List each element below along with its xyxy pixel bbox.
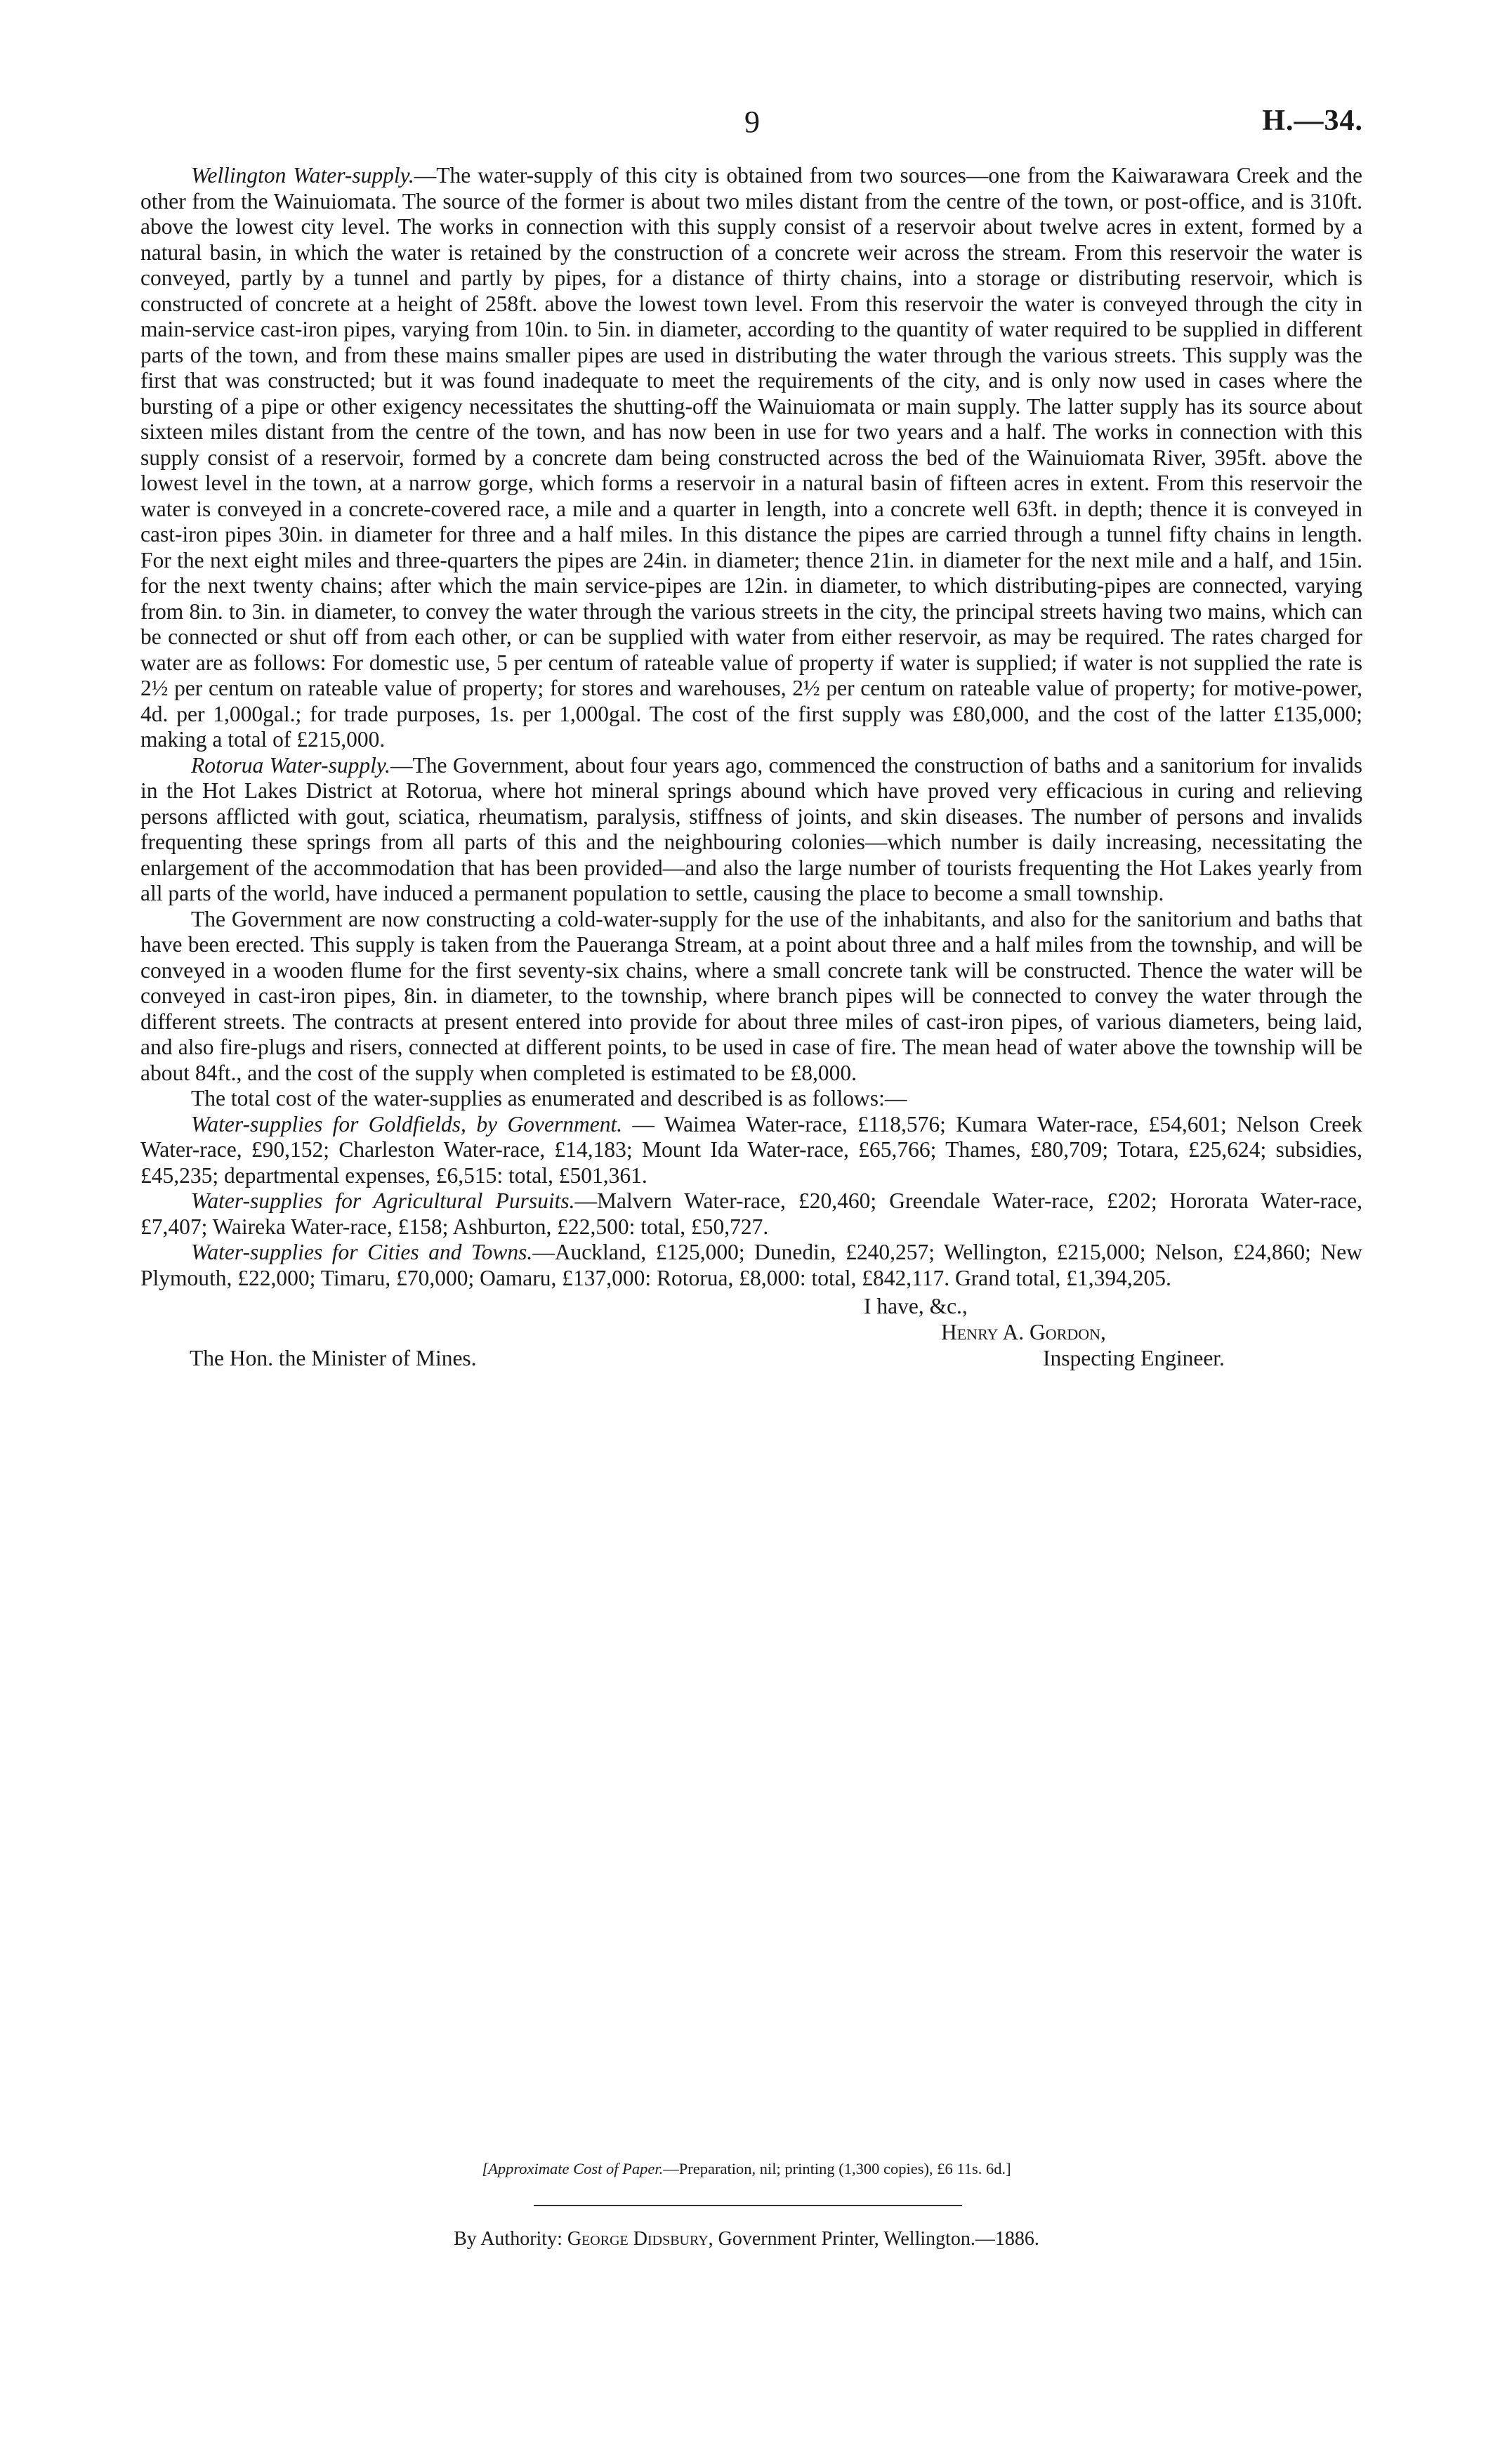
paragraph-rotorua [140,753,1362,907]
paragraph-text: — Waimea Water-race, £118,576; Kumara Water-race, £54,601; Nelson Creek Water-race, £90,152; Charleston Water-race, £14,183; Mount Ida Water-race, £65,766; Thames, £80,709; Totara, £25,624; subsidies, £45,235; departmental expenses, £6,515: total, £501,361. [140,1111,1362,1188]
footer-divider [534,2205,962,2206]
paragraph-cities-towns [140,1240,1362,1291]
printer-imprint [0,2228,1493,2250]
signature-block [140,1294,1362,1399]
paragraph-text: —The water-supply of this city is obtained from two sources—one from the Kaiwarawara Creek and the other from the Wainuiomata. The source of the former is about two miles distant from the centre of the town, or post-office, and is 310ft. above the lowest city level. The works in connection with this supply consist of a reservoir about twelve acres in extent, formed by a natural basin, in which the water is retained by the construction of a concrete weir across the stream. From this reservoir the water is conveyed, partly by a tunnel and partly by pipes, for a distance of thirty chains, into a storage or distributing reservoir, which is constructed of concrete at a height of 258ft. above the lowest town level. From this reservoir the water is conveyed through the city in main-service cast-iron pipes, varying from 10in. to 5in. in diameter, according to the quantity of water required to be supplied in different parts of the town, and from these mains smaller pipes are used in distributing the water through the various streets. This supply was the first that was constructed; but it was found inadequate to meet the requirements of the city, and is only now used in cases where the bursting of a pipe or other exigency necessitates the shutting-off the Wainuiomata or main supply. The latter supply has its source about sixteen miles distant from the centre of the town, and has now been in use for two years and a half. The works in connection with this supply consist of a reservoir, formed by a concrete dam being constructed across the bed of the Wainuiomata River, 395ft. above the lowest level in the town, at a narrow gorge, which forms a reservoir in a natural basin of fifteen acres in extent. From this reservoir the water is conveyed in a concrete-covered race, a mile and a quarter in length, into a concrete well 63ft. in depth; thence it is conveyed in cast-iron pipes 30in. in diameter for three and a half miles. In this distance the pipes are carried through a tunnel fifty chains in length. For the next eight miles and three-quarters the pipes are 24in. in diameter; thence 21in. in diameter for the next mile and a half, and 15in. for the next twenty chains; after which the main service-pipes are 12in. in diameter, to which distributing-pipes are connected, varying from 8in. to 3in. in diameter, to convey the water through the various streets in the city, the principal streets having two mains, which can be connected or shut off from each other, or can be supplied with water from either reservoir, as may be required. The rates charged for water are as follows: For domestic use, 5 per centum of rateable value of property if water is supplied; if water is not supplied the rate is 2½ per centum on rateable value of property; for stores and warehouses, 2½ per centum on rateable value of property; for motive-power, 4d. per 1,000gal.; for trade purposes, 1s. per 1,000gal. The cost of the first supply was £80,000, and the cost of the latter £135,000; making a total of £215,000. [140,163,1362,752]
paragraph-heading: Wellington Water-supply. [191,163,414,188]
paragraph-text: —The Government, about four years ago, commenced the construction of baths and a sanitorium for invalids in the Hot Lakes District at Rotorua, where hot mineral springs abound which have proved very efficacious in curing and relieving persons afflicted with gout, sciatica, rheumatism, paralysis, stiffness of joints, and skin diseases. The number of persons and invalids frequenting these springs from all parts of this and the neighbouring colonies—which number is daily increasing, necessitating the enlargement of the accommodation that has been provided—and also the large number of tourists frequenting the Hot Lakes yearly from all parts of the world, have induced a permanent population to settle, causing the place to become a small township. [140,752,1362,905]
closing-line: I have, &c., [864,1294,968,1318]
paragraph-heading: Water-supplies for Goldfields, by Government. [191,1111,623,1136]
paragraph-goldfields [140,1112,1362,1189]
paper-cost-note [0,2160,1493,2178]
paragraph-text: —Auckland, £125,000; Dunedin, £240,257; Wellington, £215,000; Nelson, £24,860; New Plymouth, £22,000; Timaru, £70,000; Oamaru, £137,000: Rotorua, £8,000: total, £842,117. Grand total, £1,394,205. [140,1240,1362,1290]
paragraph-total-cost: The total cost of the water-supplies as enumerated and described is as follows:— [191,1086,907,1110]
cost-note-label: [Approximate Cost of Paper. [482,2160,664,2177]
paragraph-heading: Water-supplies for Agricultural Pursuits. [191,1188,575,1213]
page-number: 9 [744,105,760,139]
imprint-prefix: By Authority: [454,2228,567,2250]
printer-name: George Didsbury [567,2228,709,2250]
addressee: The Hon. the Minister of Mines. [190,1346,477,1370]
imprint-suffix: , Government Printer, Wellington.—1886. [708,2228,1039,2250]
paragraph-wellington [140,163,1362,753]
paragraph-cold-water-supply: The Government are now constructing a cold-water-supply for the use of the inhabitants, and also for the sanitorium and baths that have been erected. This supply is taken from the Paueranga Stream, at a point about three and a half miles from the township, and will be conveyed in a wooden flume for the first seventy-six chains, where a small concrete tank will be constructed. Thence the water will be conveyed in cast-iron pipes, 8in. in diameter, to the township, where branch pipes will be connected to convey the water through the different streets. The contracts at present entered into provide for about three miles of cast-iron pipes, of various diameters, being laid, and also fire-plugs and risers, connected at different points, to be used in case of fire. The mean head of water above the township will be about 84ft., and the cost of the supply when completed is estimated to be £8,000. [140,906,1362,1085]
paragraph-heading: Rotorua Water-supply. [191,752,390,778]
paragraph-heading: Water-supplies for Cities and Towns. [191,1240,533,1264]
cost-note-text: —Preparation, nil; printing (1,300 copies), £6 11s. 6d.] [663,2160,1011,2177]
report-body [140,163,1362,1399]
document-reference: H.—34. [1262,105,1363,137]
signatory-name: Henry A. Gordon, [941,1320,1106,1344]
paragraph-text: —Malvern Water-race, £20,460; Greendale Water-race, £202; Hororata Water-race, £7,407; Waireka Water-race, £158; Ashburton, £22,500: total, £50,727. [140,1188,1362,1239]
paragraph-agricultural [140,1188,1362,1240]
signatory-title: Inspecting Engineer. [1043,1346,1225,1370]
